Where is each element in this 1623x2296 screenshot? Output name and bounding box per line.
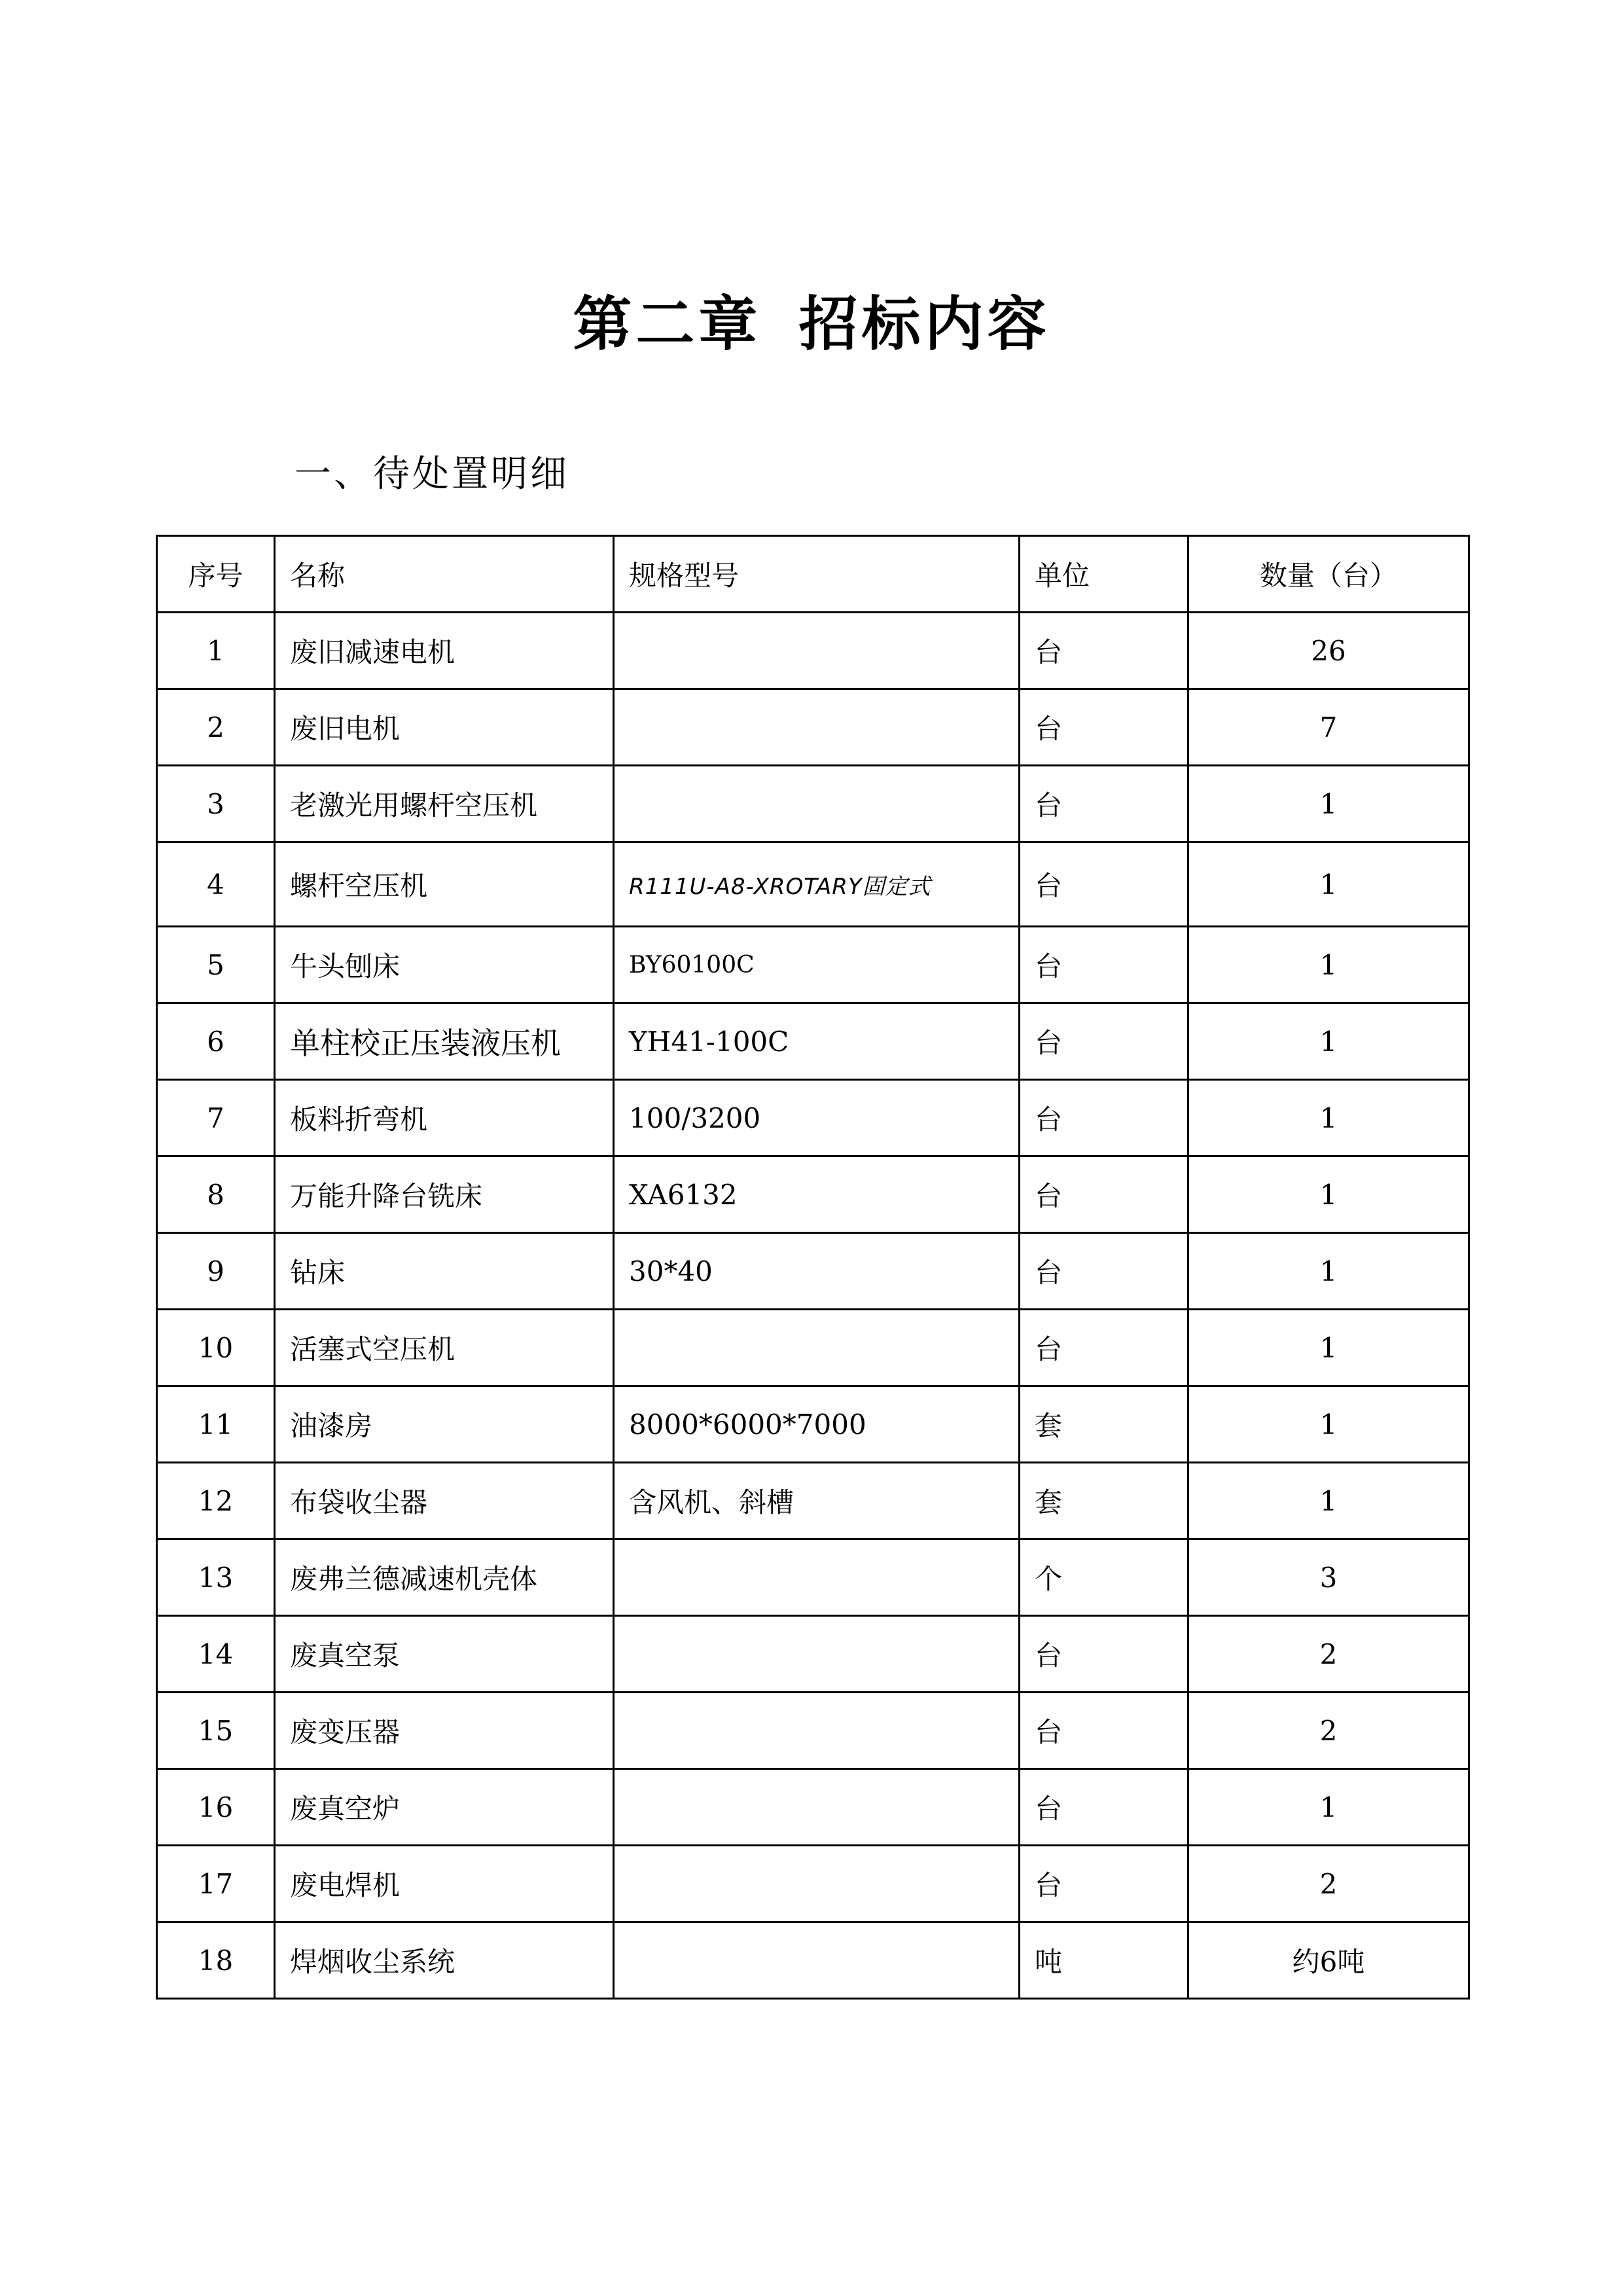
cell-name: 单柱校正压装液压机 (275, 1003, 614, 1080)
cell-unit: 台 (1020, 766, 1188, 842)
table-row (157, 1616, 1469, 1693)
section-heading: 一、待处置明细 (294, 453, 569, 495)
cell-unit: 台 (1020, 1003, 1188, 1080)
cell-unit: 套 (1020, 1386, 1188, 1463)
table-row (157, 1310, 1469, 1386)
table-header-row (157, 536, 1469, 613)
cell-no: 13 (157, 1539, 275, 1616)
cell-no: 4 (157, 842, 275, 927)
cell-spec: 30*40 (614, 1233, 1020, 1310)
cell-qty: 7 (1188, 689, 1469, 766)
cell-spec (614, 1616, 1020, 1693)
cell-qty: 1 (1188, 1233, 1469, 1310)
cell-spec (614, 1310, 1020, 1386)
cell-qty: 3 (1188, 1539, 1469, 1616)
header-qty: 数量（台） (1188, 536, 1469, 613)
cell-unit: 台 (1020, 842, 1188, 927)
table-row (157, 1463, 1469, 1539)
cell-spec: R111U-A8-XROTARY固定式 (614, 842, 1020, 927)
cell-spec: 含风机、斜槽 (614, 1463, 1020, 1539)
cell-name: 油漆房 (275, 1386, 614, 1463)
cell-unit: 台 (1020, 613, 1188, 689)
table-row (157, 1693, 1469, 1769)
cell-name: 废真空泵 (275, 1616, 614, 1693)
cell-name: 废弗兰德减速机壳体 (275, 1539, 614, 1616)
cell-name: 钻床 (275, 1233, 614, 1310)
table-row (157, 1539, 1469, 1616)
header-no: 序号 (157, 536, 275, 613)
cell-qty: 2 (1188, 1846, 1469, 1922)
header-name: 名称 (275, 536, 614, 613)
cell-name: 万能升降台铣床 (275, 1157, 614, 1233)
table-row (157, 1769, 1469, 1846)
cell-qty: 1 (1188, 766, 1469, 842)
cell-name: 活塞式空压机 (275, 1310, 614, 1386)
cell-qty: 约6吨 (1188, 1922, 1469, 1999)
cell-unit: 台 (1020, 1310, 1188, 1386)
table-row (157, 1922, 1469, 1999)
disposal-items-table (156, 535, 1470, 2000)
cell-no: 6 (157, 1003, 275, 1080)
table-row (157, 1080, 1469, 1157)
cell-name: 布袋收尘器 (275, 1463, 614, 1539)
cell-qty: 26 (1188, 613, 1469, 689)
cell-name: 老激光用螺杆空压机 (275, 766, 614, 842)
cell-name: 废旧电机 (275, 689, 614, 766)
table-row (157, 927, 1469, 1003)
cell-qty: 1 (1188, 1310, 1469, 1386)
cell-spec (614, 1693, 1020, 1769)
cell-unit: 个 (1020, 1539, 1188, 1616)
cell-name: 废旧减速电机 (275, 613, 614, 689)
cell-no: 2 (157, 689, 275, 766)
cell-no: 11 (157, 1386, 275, 1463)
cell-no: 17 (157, 1846, 275, 1922)
table-row (157, 842, 1469, 927)
table-row (157, 1386, 1469, 1463)
cell-spec (614, 1922, 1020, 1999)
table-row (157, 613, 1469, 689)
table-row (157, 689, 1469, 766)
cell-spec (614, 1539, 1020, 1616)
cell-qty: 1 (1188, 1003, 1469, 1080)
cell-name: 牛头刨床 (275, 927, 614, 1003)
cell-qty: 2 (1188, 1693, 1469, 1769)
cell-unit: 台 (1020, 1157, 1188, 1233)
cell-qty: 1 (1188, 927, 1469, 1003)
cell-qty: 2 (1188, 1616, 1469, 1693)
table-row (157, 1846, 1469, 1922)
cell-spec: BY60100C (614, 927, 1020, 1003)
cell-no: 15 (157, 1693, 275, 1769)
cell-name: 废变压器 (275, 1693, 614, 1769)
table-row (157, 1003, 1469, 1080)
cell-no: 14 (157, 1616, 275, 1693)
cell-unit: 台 (1020, 1769, 1188, 1846)
cell-qty: 1 (1188, 842, 1469, 927)
cell-no: 7 (157, 1080, 275, 1157)
cell-unit: 台 (1020, 1693, 1188, 1769)
cell-no: 10 (157, 1310, 275, 1386)
cell-unit: 台 (1020, 689, 1188, 766)
cell-no: 18 (157, 1922, 275, 1999)
cell-spec: 8000*6000*7000 (614, 1386, 1020, 1463)
cell-no: 9 (157, 1233, 275, 1310)
cell-name: 螺杆空压机 (275, 842, 614, 927)
cell-no: 16 (157, 1769, 275, 1846)
cell-spec: 100/3200 (614, 1080, 1020, 1157)
cell-name: 焊烟收尘系统 (275, 1922, 614, 1999)
cell-name: 废电焊机 (275, 1846, 614, 1922)
table-row (157, 1233, 1469, 1310)
cell-spec (614, 1769, 1020, 1846)
cell-unit: 套 (1020, 1463, 1188, 1539)
cell-spec (614, 689, 1020, 766)
table-row (157, 766, 1469, 842)
cell-qty: 1 (1188, 1157, 1469, 1233)
cell-unit: 吨 (1020, 1922, 1188, 1999)
cell-no: 8 (157, 1157, 275, 1233)
cell-no: 3 (157, 766, 275, 842)
cell-unit: 台 (1020, 927, 1188, 1003)
chapter-title: 第二章 招标内容 (573, 289, 1050, 359)
cell-qty: 1 (1188, 1769, 1469, 1846)
cell-spec (614, 766, 1020, 842)
cell-qty: 1 (1188, 1463, 1469, 1539)
header-unit: 单位 (1020, 536, 1188, 613)
cell-unit: 台 (1020, 1616, 1188, 1693)
cell-spec (614, 613, 1020, 689)
cell-name: 废真空炉 (275, 1769, 614, 1846)
cell-unit: 台 (1020, 1846, 1188, 1922)
cell-no: 1 (157, 613, 275, 689)
cell-spec: YH41-100C (614, 1003, 1020, 1080)
cell-qty: 1 (1188, 1386, 1469, 1463)
cell-name: 板料折弯机 (275, 1080, 614, 1157)
cell-no: 5 (157, 927, 275, 1003)
header-spec: 规格型号 (614, 536, 1020, 613)
cell-spec (614, 1846, 1020, 1922)
cell-qty: 1 (1188, 1080, 1469, 1157)
table-row (157, 1157, 1469, 1233)
cell-spec: XA6132 (614, 1157, 1020, 1233)
cell-no: 12 (157, 1463, 275, 1539)
cell-unit: 台 (1020, 1080, 1188, 1157)
cell-unit: 台 (1020, 1233, 1188, 1310)
